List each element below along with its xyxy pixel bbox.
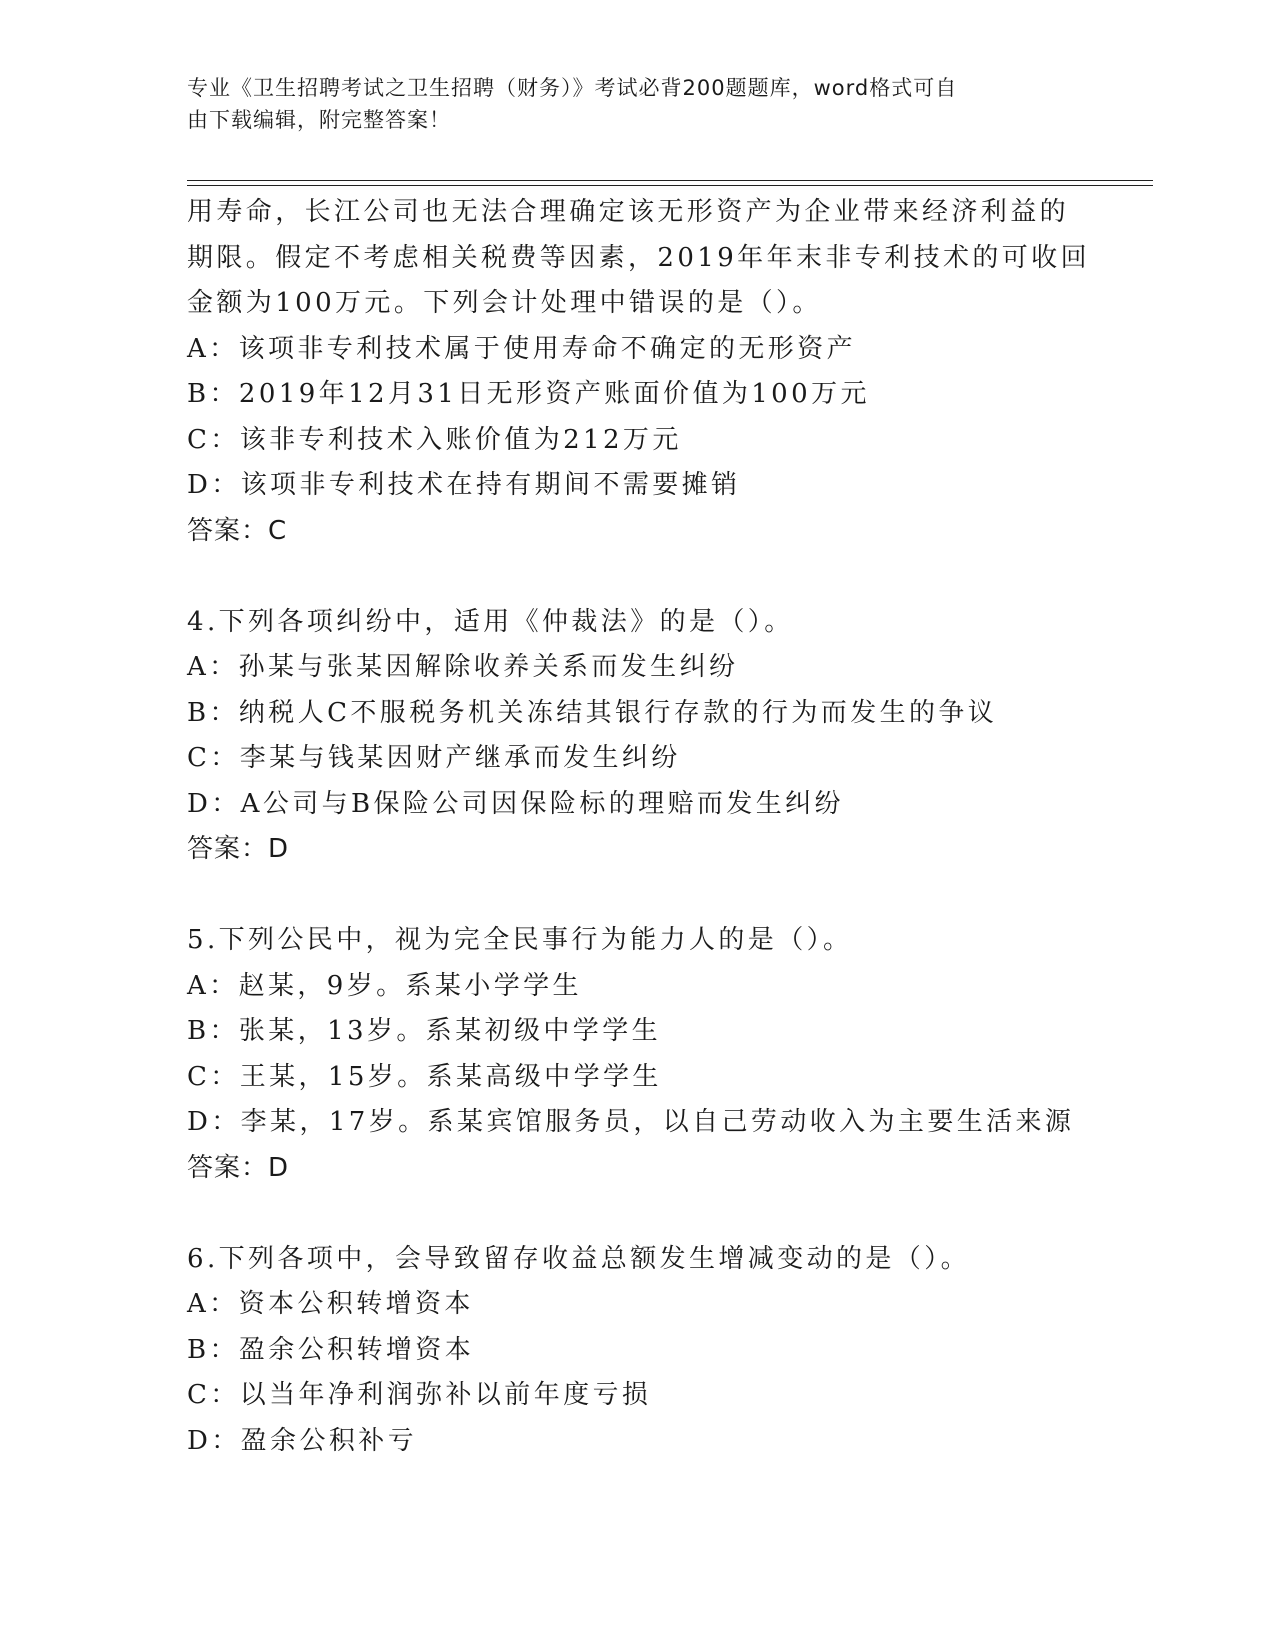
spacer	[187, 1191, 1127, 1237]
header-title-line-1: 专业《卫生招聘考试之卫生招聘（财务）》考试必背200题题库，word格式可自	[187, 76, 958, 100]
document-header	[187, 72, 1067, 136]
question-5	[187, 918, 1127, 1191]
option-d: D：该项非专利技术在持有期间不需要摊销	[187, 470, 741, 500]
spacer	[187, 873, 1127, 919]
option-b: B：2019年12月31日无形资产账面价值为100万元	[187, 379, 870, 409]
option-d: D：A公司与B保险公司因保险标的理赔而发生纠纷	[187, 788, 844, 819]
question-4	[187, 600, 1127, 873]
question-stem-line: 用寿命，长江公司也无法合理确定该无形资产为企业带来经济利益的	[187, 197, 1070, 227]
question-stem-line: 期限。假定不考虑相关税费等因素，2019年年末非专利技术的可收回	[187, 242, 1090, 273]
question-stem: 4.下列各项纠纷中，适用《仲裁法》的是（）。	[187, 606, 794, 637]
option-c: C：以当年净利润弥补以前年度亏损	[187, 1380, 652, 1410]
option-a: A：该项非专利技术属于使用寿命不确定的无形资产	[187, 333, 856, 364]
question-3-continued	[187, 190, 1127, 554]
option-a: A：赵某，9岁。系某小学学生	[187, 970, 582, 1001]
option-d: D：李某，17岁。系某宾馆服务员，以自己劳动收入为主要生活来源	[187, 1107, 1075, 1137]
option-c: C：该非专利技术入账价值为212万元	[187, 424, 682, 455]
option-a: A：资本公积转增资本	[187, 1289, 474, 1319]
question-stem: 6.下列各项中，会导致留存收益总额发生增减变动的是（）。	[187, 1243, 971, 1274]
question-6	[187, 1237, 1127, 1465]
answer-line: 答案：C	[187, 515, 288, 546]
option-b: B：盈余公积转增资本	[187, 1334, 475, 1365]
spacer	[187, 554, 1127, 600]
option-c: C：王某，15岁。系某高级中学学生	[187, 1061, 662, 1092]
header-divider-top	[187, 180, 1153, 181]
header-divider-bottom	[187, 185, 1153, 186]
header-title-line-2: 由下载编辑，附完整答案！	[187, 108, 451, 132]
question-stem: 5.下列公民中，视为完全民事行为能力人的是（）。	[187, 925, 853, 955]
option-b: B：张某，13岁。系某初级中学学生	[187, 1016, 661, 1046]
option-a: A：孙某与张某因解除收养关系而发生纠纷	[187, 652, 739, 682]
answer-line: 答案：D	[187, 1152, 290, 1183]
option-b: B：纳税人C不服税务机关冻结其银行存款的行为而发生的争议	[187, 697, 998, 728]
option-c: C：李某与钱某因财产继承而发生纠纷	[187, 743, 681, 773]
option-d: D：盈余公积补亏	[187, 1425, 418, 1456]
question-list	[187, 190, 1127, 1464]
question-stem-line: 金额为100万元。下列会计处理中错误的是（）。	[187, 288, 822, 318]
answer-line: 答案：D	[187, 834, 290, 864]
